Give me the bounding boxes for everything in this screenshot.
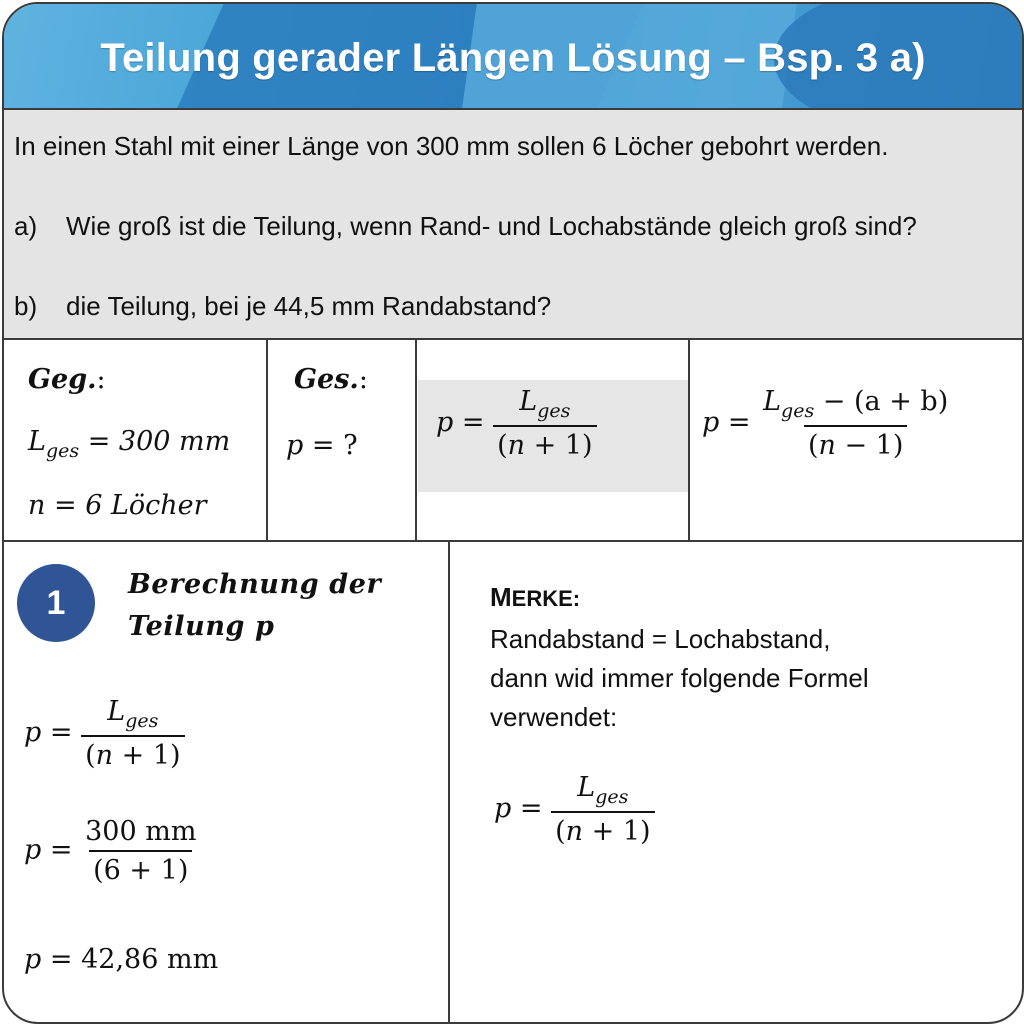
calculation-title: Berechnung der Teilung p bbox=[128, 569, 382, 642]
problem-statement bbox=[4, 110, 1022, 340]
given-holes: n = 6 Löcher bbox=[28, 490, 207, 521]
given-length: $L_{ges} = 300$ mm bbox=[28, 426, 231, 462]
sought-value: p = ? bbox=[286, 430, 358, 461]
item-text: die Teilung, bei je 44,5 mm Randabstand? bbox=[66, 291, 552, 321]
title-banner bbox=[4, 4, 1022, 110]
given-heading: Geg.: bbox=[28, 364, 106, 395]
item-label: b) bbox=[14, 291, 38, 321]
divider bbox=[688, 340, 690, 540]
divider bbox=[415, 340, 417, 540]
calc-substitution: p = $\frac{300 mm}{(6 + 1)}$ bbox=[24, 816, 197, 886]
divider bbox=[266, 340, 268, 540]
page-title: Teilung gerader Längen Lösung – Bsp. 3 a) bbox=[100, 36, 926, 80]
given-row bbox=[4, 340, 1022, 542]
problem-intro: In einen Stahl mit einer Länge von 300 mm sollen 6 Löcher gebohrt werden. bbox=[14, 131, 889, 161]
sought-heading: Ges.: bbox=[294, 364, 368, 395]
section-divider bbox=[448, 542, 450, 1024]
formula-equal-spacing: p = $\frac{L_{ges}}{(n + 1)}$ bbox=[436, 386, 597, 461]
worksheet-card bbox=[2, 2, 1024, 1024]
formula-edge-distance: p = $\frac{L_{ges} - (a + b)}{(n - 1)}$ bbox=[702, 386, 949, 461]
step-number-badge: 1 bbox=[17, 564, 95, 642]
note-text: Randabstand = Lochabstand, dann wid immer folgende Formel verwendet: bbox=[490, 624, 869, 732]
note-heading: MERKE: bbox=[490, 582, 581, 612]
item-label: a) bbox=[14, 211, 38, 241]
calc-formula: p = $\frac{L_{ges}}{(n + 1)}$ bbox=[24, 696, 185, 771]
calc-result: p = 42,86 mm bbox=[24, 944, 219, 975]
note-formula: p = $\frac{L_{ges}}{(n + 1)}$ bbox=[494, 772, 655, 847]
formula-numerator-tail: − (a + b) bbox=[822, 386, 949, 417]
item-text: Wie groß ist die Teilung, wenn Rand- und Lochabstände gleich groß sind? bbox=[66, 211, 917, 241]
